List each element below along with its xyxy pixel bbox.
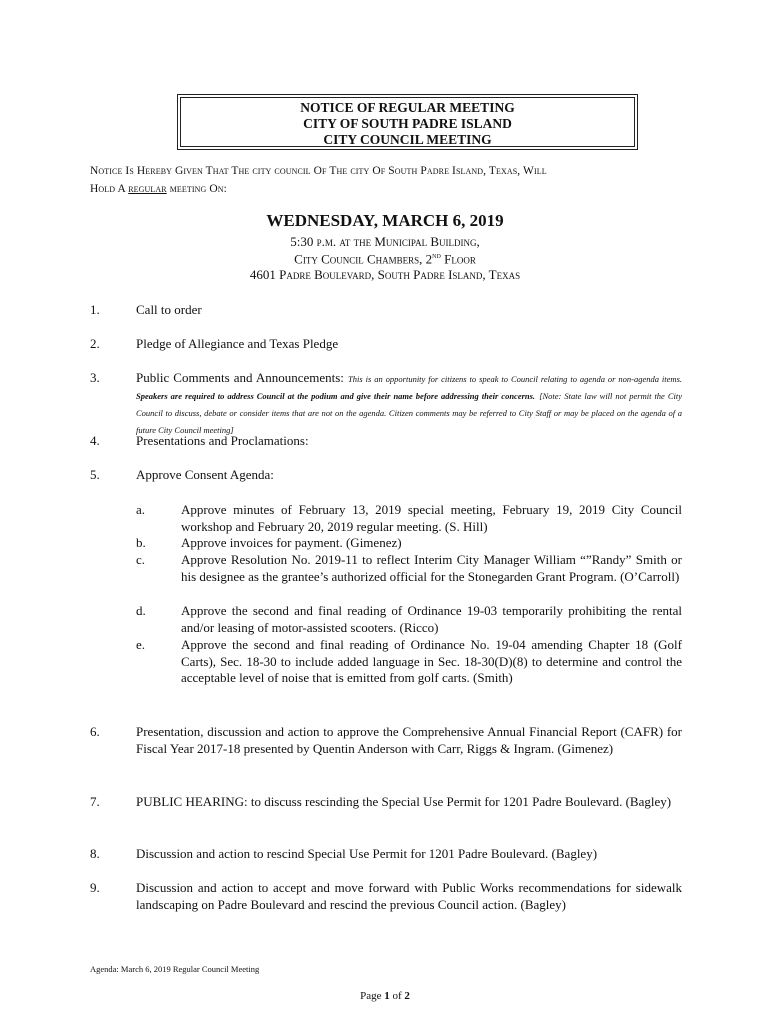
item-text: Call to order [136,302,202,317]
item-number: 6. [90,724,100,739]
agenda-item-1 [90,301,682,318]
subitem-text: Approve the second and final reading of Ordinance No. 19-04 amending Chapter 18 (Golf Carts), Sec. 18-30 to include added language in Sec. 18-30(D)(8) to determine and control the acceptable level of noise that is emitted from golf carts. (Smith) [181,637,682,685]
agenda-item-6 [90,723,682,757]
item-number: 7. [90,794,100,809]
item-number: 9. [90,880,100,895]
subitem-text: Approve invoices for payment. (Gimenez) [181,535,402,550]
subitem-letter: d. [136,603,146,618]
page-number [0,990,770,1002]
notice-line-1: Notice Is Hereby Given That The city council Of The city Of South Padre Island, Texas, Will [90,165,547,177]
meeting-room-sup: nd [432,251,441,260]
item-text: Pledge of Allegiance and Texas Pledge [136,336,339,351]
page-of: of [389,990,405,1002]
agenda-item-5 [90,466,682,483]
notice-underlined-word: regular [128,183,167,195]
title-line-3: CITY COUNCIL MEETING [323,132,492,147]
subitem-letter: b. [136,535,146,550]
title-box [177,94,638,150]
footer-agenda-label: Agenda: March 6, 2019 Regular Council Meeting [90,964,260,974]
item-3-note-2: [Note: State law will not permit the City Council to discuss, debate or consider items that are not on the agenda. Citizen comments may be referred to City Staff or may be placed on the agenda of a future City Council meeting] [136,391,682,435]
page-label: Page [360,990,385,1002]
item-number: 1. [90,302,100,317]
meeting-time: 5:30 p.m. at the Municipal Building, [290,234,480,249]
consent-item-a [136,502,682,535]
item-number: 8. [90,846,100,861]
subitem-letter: c. [136,552,146,567]
item-3-note-bold: Speakers are required to address Council at the podium and give their name before addressing their concerns. [136,391,536,401]
agenda-item-7 [90,793,682,810]
meeting-room [0,251,770,267]
notice-paragraph [90,162,690,198]
notice-line-2 [90,180,690,198]
title-inner [180,97,635,147]
consent-item-b [136,535,682,552]
item-number: 4. [90,433,100,448]
agenda-item-8 [90,845,682,862]
item-text: Presentation, discussion and action to approve the Comprehensive Annual Financial Report (CAFR) for Fiscal Year 2017-18 presented by Quentin Anderson with Carr, Riggs & Ingram. (Gimenez) [136,724,682,756]
meeting-address: 4601 Padre Boulevard, South Padre Island, Texas [249,267,521,282]
item-text [136,369,682,437]
item-number: 3. [90,370,100,385]
agenda-item-3 [90,369,682,437]
item-text: Discussion and action to rescind Special Use Permit for 1201 Padre Boulevard. (Bagley) [136,846,598,861]
meeting-room-pre: City Council Chambers, 2 [294,251,433,267]
item-number: 2. [90,336,100,351]
item-text: Presentations and Proclamations: [136,433,309,448]
subitem-text: Approve minutes of February 13, 2019 special meeting, February 19, 2019 City Council workshop and February 20, 2019 regular meeting. (S. Hill) [181,502,682,534]
title-line-1: NOTICE OF REGULAR MEETING [300,100,515,115]
meeting-room-post: Floor [440,251,476,267]
page-total: 2 [404,990,410,1002]
item-3-note: This is an opportunity for citizens to speak to Council relating to agenda or non-agenda items. [348,374,682,384]
agenda-item-2 [90,335,682,352]
subitem-text: Approve Resolution No. 2019-11 to reflect Interim City Manager William “”Randy” Smith or his designee as the grantee’s authorized official for the Stonegarden Grant Program. (O’Carroll) [181,552,682,584]
subitem-letter: a. [136,502,146,517]
item-text: Approve Consent Agenda: [136,467,274,482]
agenda-item-9 [90,879,682,913]
subitem-text: Approve the second and final reading of Ordinance 19-03 temporarily prohibiting the rental and/or leasing of motor-assisted scooters. (Ricco) [181,603,682,635]
notice-line-2-post: meeting On: [166,183,227,195]
agenda-item-4 [90,432,682,449]
title-line-2: CITY OF SOUTH PADRE ISLAND [303,116,512,131]
item-number: 5. [90,467,100,482]
item-text: PUBLIC HEARING: to discuss rescinding the Special Use Permit for 1201 Padre Boulevard. (Bagley) [136,794,672,809]
page-current: 1 [384,990,390,1002]
item-3-heading: Public Comments and Announcements: [136,370,344,385]
consent-item-c [136,552,682,585]
subitem-letter: e. [136,637,146,652]
item-text: Discussion and action to accept and move forward with Public Works recommendations for sidewalk landscaping on Padre Boulevard and rescind the previous Council action. (Bagley) [136,880,682,912]
meeting-date: WEDNESDAY, MARCH 6, 2019 [266,211,504,230]
consent-item-d [136,603,682,636]
notice-line-2-pre: Hold A [90,183,129,195]
consent-item-e [136,637,682,687]
